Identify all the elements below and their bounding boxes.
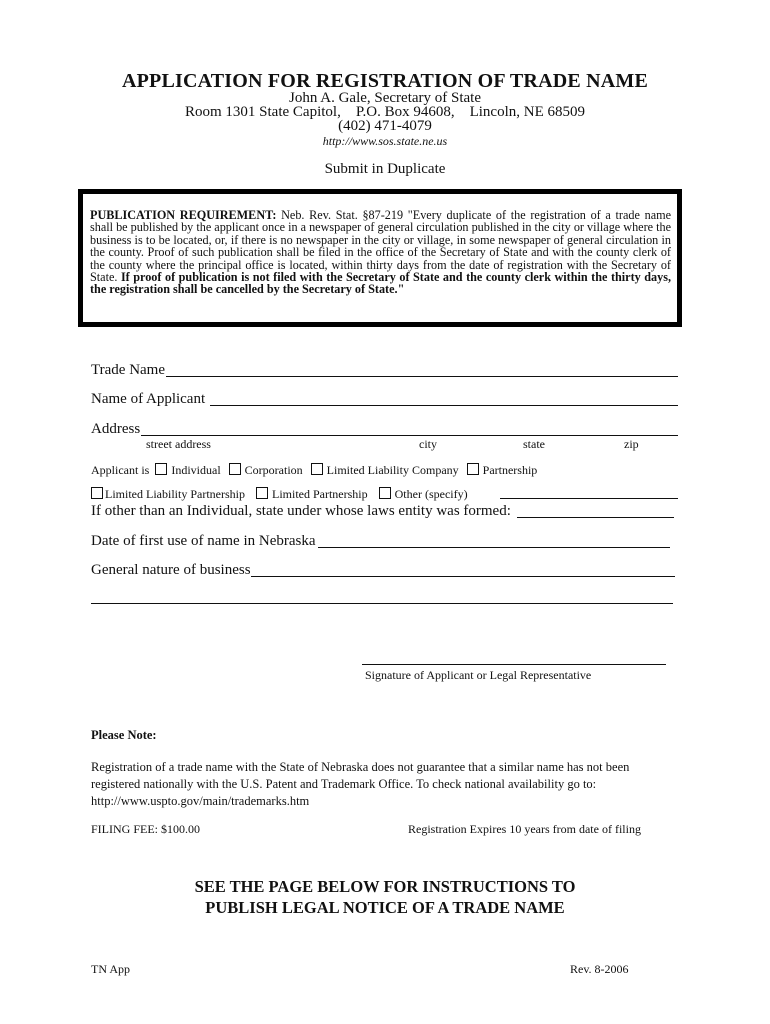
partnership-label: Partnership — [482, 463, 538, 477]
office-address: Room 1301 State Capitol, P.O. Box 94608, Lincoln, NE 68509 — [185, 104, 585, 120]
address-field[interactable] — [141, 435, 678, 436]
signature-caption: Signature of Applicant or Legal Representative — [365, 668, 592, 682]
publication-requirement-box — [78, 189, 682, 327]
address-label: Address — [91, 421, 141, 437]
signature-field[interactable] — [362, 664, 666, 665]
lp-label: Limited Partnership — [271, 487, 368, 501]
llc-label: Limited Liability Company — [326, 463, 459, 477]
lp-checkbox[interactable] — [256, 487, 268, 499]
individual-checkbox[interactable] — [155, 463, 167, 475]
applicant-name-field[interactable] — [210, 405, 678, 406]
publication-label: PUBLICATION REQUIREMENT: — [90, 208, 277, 222]
partnership-checkbox[interactable] — [467, 463, 479, 475]
secretary-name: John A. Gale, Secretary of State — [288, 90, 482, 106]
state-laws-field[interactable] — [517, 517, 674, 518]
llp-checkbox[interactable] — [91, 487, 103, 499]
website-url[interactable]: http://www.sos.state.ne.us — [322, 134, 448, 148]
office-phone: (402) 471-4079 — [338, 118, 432, 134]
trade-name-field[interactable] — [166, 376, 678, 377]
form-title: APPLICATION FOR REGISTRATION OF TRADE NAME — [121, 70, 649, 92]
other-label: Other (specify) — [394, 487, 468, 501]
applicant-name-label: Name of Applicant — [91, 391, 206, 407]
publication-warning: If proof of publication is not filed with the Secretary of State and the county clerk within the thirty days, the registration shall be cancelled by the Secretary of State." — [90, 270, 671, 297]
llp-label: Limited Liability Partnership — [105, 487, 245, 501]
applicant-is-label: Applicant is — [91, 463, 150, 477]
trade-name-label: Trade Name — [91, 362, 166, 378]
corporation-label: Corporation — [244, 463, 303, 477]
form-code: TN App — [91, 962, 130, 976]
revision-date: Rev. 8-2006 — [570, 962, 629, 976]
nature-field-continued[interactable] — [91, 603, 673, 604]
other-specify-field[interactable] — [500, 498, 678, 499]
city-caption: city — [419, 437, 437, 451]
first-use-field[interactable] — [318, 547, 670, 548]
nature-field[interactable] — [251, 576, 675, 577]
note-text: Registration of a trade name with the State of Nebraska does not guarantee that a similar name has not been registered nationally with the U.S. Patent and Trademark Office. To check national availability go to: http://www.uspto.gov/main/trademarks.htm — [91, 760, 630, 808]
submit-instruction: Submit in Duplicate — [324, 161, 446, 177]
corporation-checkbox[interactable] — [229, 463, 241, 475]
first-use-label: Date of first use of name in Nebraska — [91, 533, 316, 549]
street-address-caption: street address — [146, 437, 211, 451]
state-laws-label: If other than an Individual, state under whose laws entity was formed: — [91, 503, 511, 519]
zip-caption: zip — [624, 437, 639, 451]
publication-requirement-text — [90, 209, 671, 296]
applicant-type-row-1 — [91, 463, 537, 478]
other-checkbox[interactable] — [379, 487, 391, 499]
expiration-note: Registration Expires 10 years from date of filing — [408, 822, 641, 836]
note-heading: Please Note: — [91, 728, 157, 742]
llc-checkbox[interactable] — [311, 463, 323, 475]
state-caption: state — [523, 437, 545, 451]
applicant-type-row-2 — [91, 487, 468, 502]
instructions-heading-line-1: SEE THE PAGE BELOW FOR INSTRUCTIONS TO — [194, 877, 576, 896]
nature-label: General nature of business — [91, 562, 251, 578]
instructions-heading-line-2: PUBLISH LEGAL NOTICE OF A TRADE NAME — [205, 898, 565, 917]
filing-fee: FILING FEE: $100.00 — [91, 822, 200, 836]
publication-body: Neb. Rev. Stat. §87-219 "Every duplicate of the registration of a trade name shall be published by the applicant once in a newspaper of general circulation published in the city or village where the business is to be located, or, if there is no newspaper in the city or village, in some newspaper of general circulation in the county. Proof of such publication shall be filed in the office of the Secretary of State and with the county clerk of the county where the principal office is located, within thirty days from the date of registration with the Secretary of State. — [90, 208, 671, 285]
individual-label: Individual — [171, 463, 221, 477]
